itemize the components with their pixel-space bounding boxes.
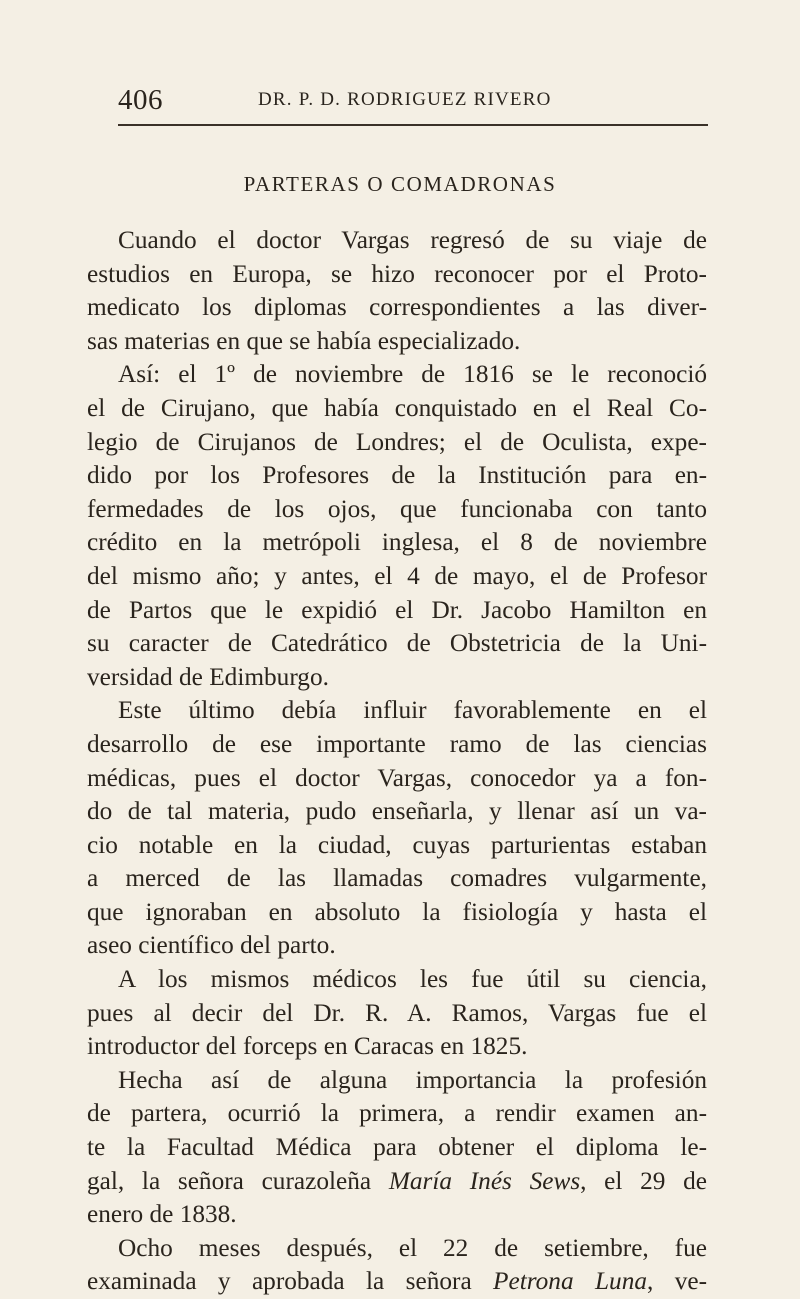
text-line: aseo científico del parto. [87,931,336,960]
text-line: do de tal materia, pudo enseñarla, y llenar así un va- [87,797,707,826]
text-line: de Partos que le expidió el Dr. Jacobo Hamilton en [87,595,707,624]
running-head: DR. P. D. RODRIGUEZ RIVERO [258,89,552,110]
text-line: que ignoraban en absoluto la fisiología y hasta el [87,897,707,926]
text-fragment: , el 29 de [580,1166,707,1195]
text-fragment: gal, la señora curazoleña [87,1166,389,1195]
text-line: Cuando el doctor Vargas regresó de su viaje de [118,226,707,254]
text-line: Hecha así de alguna importancia la profesión [118,1065,707,1094]
text-line: de partera, ocurrió la primera, a rendir examen an- [87,1099,707,1128]
text-line: pues al decir del Dr. R. A. Ramos, Vargas fue el [87,998,707,1027]
text-line: sas materias en que se había especializado. [87,326,521,355]
text-line: crédito en la metrópoli inglesa, el 8 de noviembre [87,528,707,557]
text-line: del mismo año; y antes, el 4 de mayo, el de Profesor [87,561,707,590]
text-fragment: examinada y aprobada la señora [87,1267,494,1296]
text-line: A los mismos médicos les fue útil su ciencia, [118,965,707,994]
text-line: el de Cirujano, que había conquistado en el Real Co- [87,393,707,422]
text-line [87,1265,707,1299]
text-line: Así: el 1º de noviembre de 1816 se le reconoció [118,360,707,389]
page-number: 406 [118,84,163,116]
text-line: Este último debía influir favorablemente en el [118,696,707,725]
text-line: Ocho meses después, el 22 de setiembre, fue [118,1233,707,1262]
section-title: PARTERAS O COMADRONAS [243,172,557,196]
text-line: dido por los Profesores de la Institución para en- [87,461,707,490]
italic-name: Petrona Luna [493,1267,647,1296]
text-line: introductor del forceps en Caracas en 1825. [87,1032,528,1061]
text-line: legio de Cirujanos de Londres; el de Oculista, expe- [87,427,707,456]
text-line [87,1165,707,1199]
text-line: a merced de las llamadas comadres vulgarmente, [87,864,707,893]
text-line: estudios en Europa, se hizo reconocer por el Proto- [87,259,707,288]
text-line: te la Facultad Médica para obtener el diploma le- [87,1133,707,1162]
page-header [118,84,708,124]
text-line: enero de 1838. [87,1200,237,1229]
text-line: médicas, pues el doctor Vargas, conocedor ya a fon- [87,763,707,792]
italic-name: María Inés Sews [388,1166,581,1195]
text-line: fermedades de los ojos, que funcionaba con tanto [87,494,707,523]
body-text [87,224,707,1299]
text-line: cio notable en la ciudad, cuyas parturientas estaban [87,830,707,859]
text-line: medicato los diplomas correspondientes a las diver- [87,293,707,322]
text-line: su caracter de Catedrático de Obstetricia de la Uni- [87,629,707,658]
text-fragment: , ve- [647,1267,707,1296]
text-line: versidad de Edimburgo. [87,662,329,691]
header-rule [118,124,708,126]
text-line: desarrollo de ese importante ramo de las ciencias [87,729,707,758]
